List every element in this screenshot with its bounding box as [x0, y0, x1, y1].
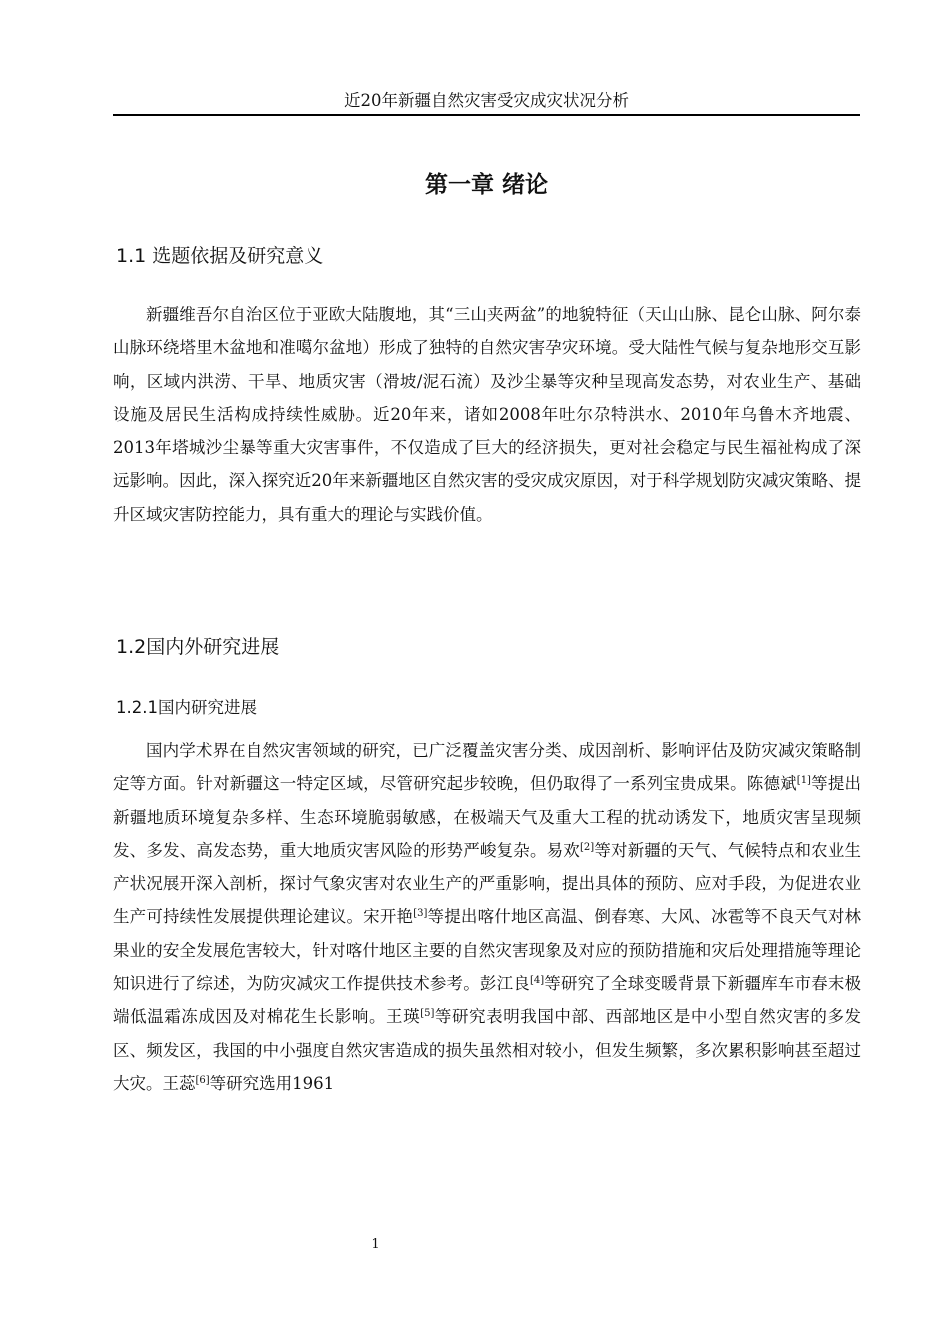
text-segment: 国内学术界在自然灾害领域的研究，已广泛覆盖灾害分类、成因剖析、影响评估及防灾减灾策略制定等方面。针对新疆这一特定区域，尽管研究起步较晚，但仍取得了一系列宝贵成果。陈德斌: [113, 741, 861, 794]
citation-6[interactable]: [6]: [195, 1074, 210, 1086]
subsection-heading-1-2-1: 1.2.1国内研究进展: [116, 698, 257, 717]
paragraph-1-2-1: [113, 734, 861, 1100]
section-heading-1-1: 1.1 选题依据及研究意义: [116, 245, 324, 267]
citation-4[interactable]: [4]: [529, 975, 545, 987]
citation-5[interactable]: [5]: [420, 1008, 435, 1020]
paragraph-1-1: 新疆维吾尔自治区位于亚欧大陆腹地，其“三山夹两盆”的地貌特征（天山山脉、昆仑山脉、阿尔泰山脉环绕塔里木盆地和准噶尔盆地）形成了独特的自然灾害孕灾环境。受大陆性气候与复杂地形交互影响，区域内洪涝、干旱、地质灾害（滑坡/泥石流）及沙尘暴等灾种呈现高发态势，对农业生产、基础设施及居民生活构成持续性威胁。近20年来，诸如2008年吐尔尕特洪水、2010年乌鲁木齐地震、2013年塔城沙尘暴等重大灾害事件，不仅造成了巨大的经济损失，更对社会稳定与民生福祉构成了深远影响。因此，深入探究近20年来新疆地区自然灾害的受灾成灾原因，对于科学规划防灾减灾策略、提升区域灾害防控能力，具有重大的理论与实践价值。: [113, 305, 861, 524]
text-segment: 等对新疆的天气、气候特点和农业生产状况展开深入剖析，探讨气象灾害对农业生产的严重影响，提出具体的预防、应对手段，为促进农业生产可持续性发展提供理论建议。宋开艳: [113, 840, 862, 927]
running-header: 近20年新疆自然灾害受灾成灾状况分析: [344, 91, 629, 110]
text-segment: 等研究表明我国中部、西部地区是中小型自然灾害的多发区、频发区，我国的中小强度自然灾害造成的损失虽然相对较小，但发生频繁，多次累积影响甚至超过大灾。王蕊: [113, 1007, 862, 1093]
text-segment: 等提出新疆地质环境复杂多样、生态环境脆弱敏感，在极端天气及重大工程的扰动诱发下，地质灾害呈现频发、多发、高发态势，重大地质灾害风险的形势严峻复杂。易欢: [113, 774, 862, 860]
citation-2[interactable]: [2]: [579, 841, 595, 853]
citation-3[interactable]: [3]: [413, 908, 428, 920]
section-heading-1-2: 1.2国内外研究进展: [116, 636, 280, 658]
text-segment: 等研究选用1961: [209, 1073, 335, 1093]
chapter-title: 第一章 绪论: [424, 172, 548, 198]
text-segment: 等提出喀什地区高温、倒春寒、大风、冰雹等不良天气对林果业的安全发展危害较大，针对喀什地区主要的自然灾害现象及对应的预防措施和灾后处理措施等理论知识进行了综述，为防灾减灾工作提供技术参考。彭江良: [113, 907, 862, 994]
citation-1[interactable]: [1]: [796, 775, 811, 787]
page-number: 1: [371, 1237, 380, 1252]
header-rule: [113, 114, 860, 116]
text-segment: 等研究了全球变暖背景下新疆库车市春末极端低温霜冻成因及对棉花生长影响。王瑛: [113, 974, 862, 1027]
